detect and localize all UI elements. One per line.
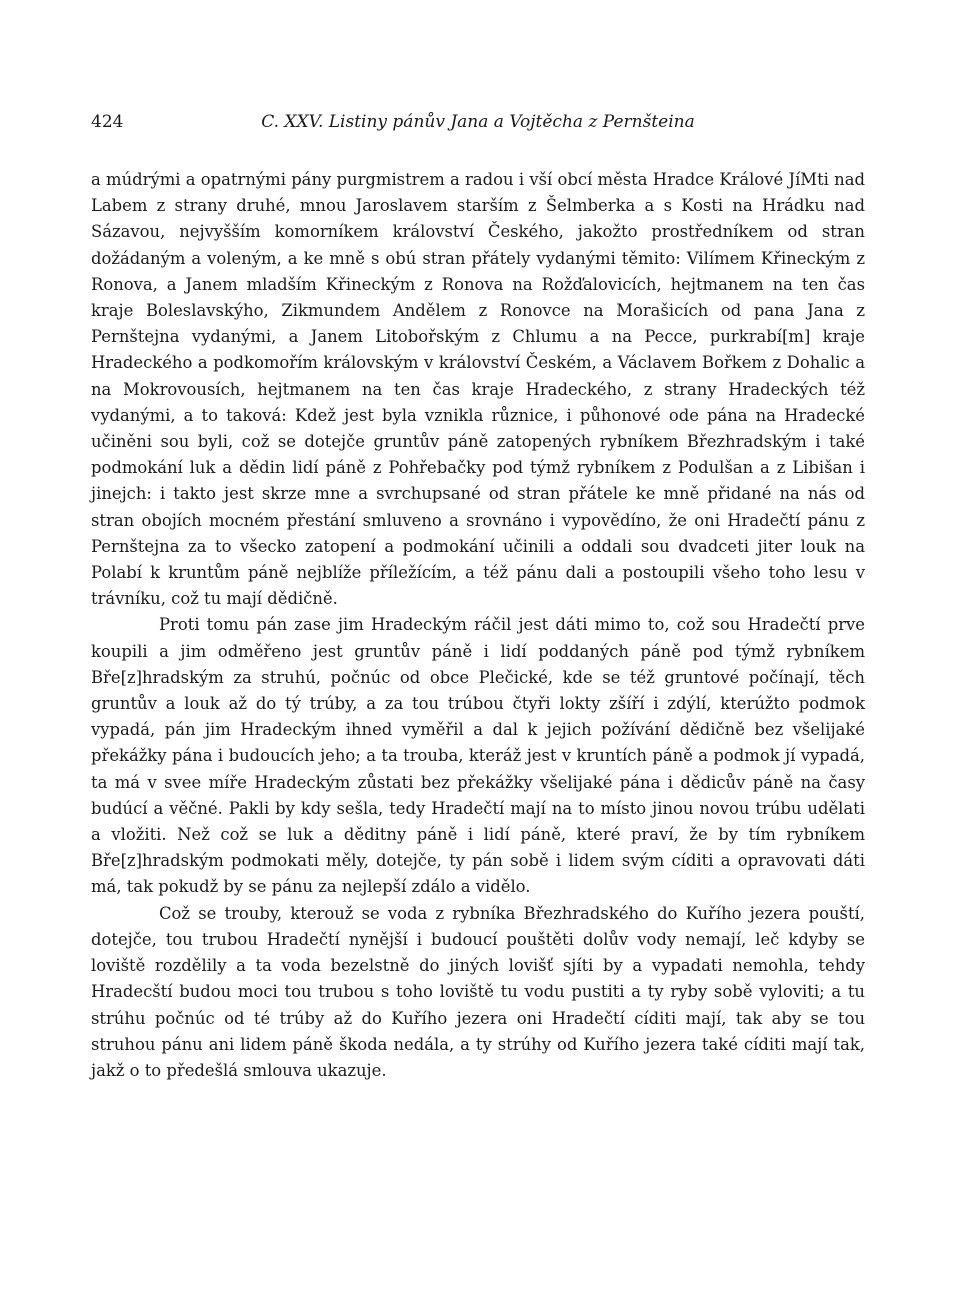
running-header bbox=[91, 112, 865, 142]
chapter-title: C. XXV. Listiny pánův Jana a Vojtěcha z Pernšteina bbox=[261, 112, 695, 132]
body-text bbox=[91, 167, 865, 1084]
paragraph-1: a múdrými a opatrnými pány purgmistrem a radou i vší obcí města Hradce Králové JíMti nad Labem z strany druhé, mnou Jaroslavem starším z Šelmberka a s Kosti na Hrádku nad Sázavou, nejvyšším komorníkem království Českého, jakožto prostředníkem od stran dožádaným a voleným, a ke mně s obú stran přátely vydanými těmito: Vilímem Křineckým z Ronova, a Janem mladším Křineckým z Ronova na Rožďalovicích, hejtmanem na ten čas kraje Boleslavskýho, Zikmundem Andělem z Ronovce na Morašicích od pana Jana z Pernštejna vydanými, a Janem Litobořským z Chlumu a na Pecce, purkrabí[m] kraje Hradeckého a podkomořím královským v království Českém, a Václavem Bořkem z Dohalic a na Mokrovousích, hejtmanem na ten čas kraje Hradeckého, z strany Hradeckých též vydanými, a to taková: Kdež jest byla vznikla různice, i půhonové ode pána na Hradecké učiněni sou byli, což se dotejče gruntův páně zatopených rybníkem Březhradským i také podmokání luk a dědin lidí páně z Pohřebačky pod týmž rybníkem z Podulšan a z Libišan i jinejch: i takto jest skrze mne a svrchupsané od stran přátele ke mně přidané na nás od stran obojích mocném přestání smluveno a srovnáno i vypovědíno, že oni Hradečtí pánu z Pernštejna za to všecko zatopení a podmokání učinili a oddali sou dvadceti jiter louk na Polabí k kruntům páně nejblíže příležícím, a též pánu dali a postoupili všeho toho lesu v trávníku, což tu mají dědičně. bbox=[91, 170, 865, 609]
document-page bbox=[91, 112, 865, 1084]
page-number: 424 bbox=[91, 112, 124, 132]
paragraph-3: Což se trouby, kterouž se voda z rybníka Březhradského do Kuřího jezera pouští, dotejče, tou trubou Hradečtí nynější i budoucí pouštěti dolův vody nemají, leč kdyby se loviště rozdělily a ta voda bezelstně do jiných lovišť sjíti by a vypadati nemohla, tehdy Hradecští budou moci tou trubou s toho loviště tu vodu pustiti a ty ryby sobě vyloviti; a tu strúhu počnúc od té trúby až do Kuřího jezera oni Hradečtí cíditi mají, tak aby se tou struhou pánu ani lidem páně škoda nedála, a ty strúhy od Kuřího jezera také cíditi mají tak, jakž o to předešlá smlouva ukazuje. bbox=[91, 903, 865, 1080]
paragraph-2: Proti tomu pán zase jim Hradeckým ráčil jest dáti mimo to, což sou Hradečtí prve koupili a jim odměřeno jest gruntův páně i lidí poddaných páně pod týmž rybníkem Bře[z]hradským za struhú, počnúc od obce Plečické, kde se též gruntové počínají, těch gruntův a louk až do tý trúby, a za tou trúbou čtyři lokty zšíří i zdýlí, kterúžto podmok vypadá, pán jim Hradeckým ihned vyměřil a dal k jejich požívání dědičně bez všelijaké překážky pána i budoucích jeho; a ta trouba, kteráž jest v kruntích páně a podmok jí vypadá, ta má v svee míře Hradeckým zůstati bez překážky všelijaké pána i dědicův páně na časy budúcí a věčné. Pakli by kdy sešla, tedy Hradečtí mají na to místo jinou novou trúbu udělati a vložiti. Než což se luk a děditny páně i lidí páně, které praví, že by tím rybníkem Bře[z]hradským podmokati měly, dotejče, ty pán sobě i lidem svým cíditi a opravovati dáti má, tak pokudž by se pánu za nejlepší zdálo a vidělo. bbox=[91, 615, 865, 897]
